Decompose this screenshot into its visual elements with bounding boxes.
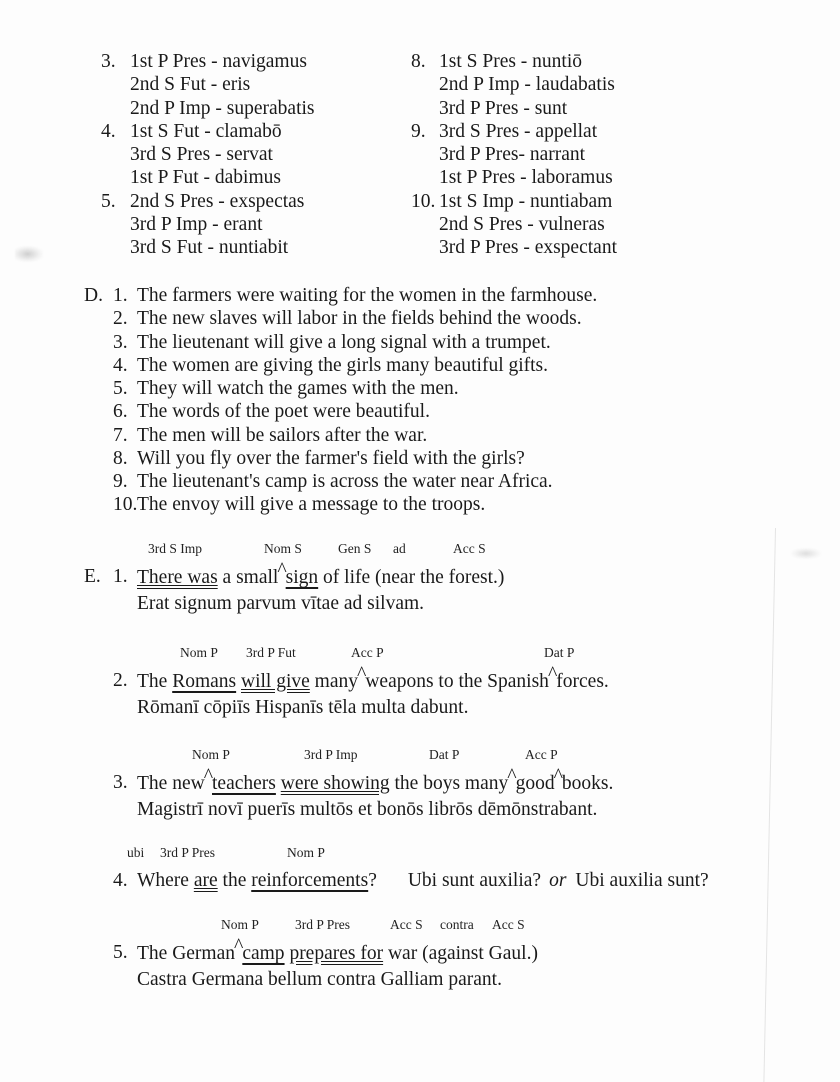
answer-line: 3rd P Imp - erant — [130, 214, 263, 236]
answer-item — [411, 50, 617, 120]
answer-line: 1st P Fut - dabimus — [130, 167, 281, 189]
section-label: D. — [84, 285, 103, 306]
item-number: 4. — [113, 354, 128, 376]
caret-mark: ^ — [203, 764, 214, 787]
answer-item — [101, 190, 315, 260]
item-number: 1. — [113, 285, 128, 306]
english-sentence — [137, 764, 614, 795]
scan-smudge-left — [15, 246, 43, 262]
item-number: 4. — [101, 120, 116, 142]
item-number: 3. — [101, 51, 116, 72]
sentence-item — [113, 470, 597, 493]
grammar-annotation: Nom P — [192, 747, 230, 762]
sentence-segment: many — [309, 671, 358, 692]
latin-answer-segment: Ubi sunt auxilia? — [407, 870, 542, 891]
sentence-segment: forces. — [556, 671, 609, 692]
translation-item — [0, 917, 840, 1017]
english-sentence — [137, 558, 505, 589]
sentence-segment: The — [137, 671, 173, 692]
latin-answer-segment: Ubi auxilia sunt? — [575, 870, 709, 891]
item-number: 3. — [113, 331, 128, 353]
sentence-segment: the — [217, 870, 252, 891]
sentence-segment: weapons to the Spanish — [365, 671, 549, 692]
item-number: 8. — [113, 447, 128, 469]
grammar-annotation: Acc S — [492, 917, 525, 932]
item-number: 7. — [113, 424, 128, 446]
sentence-item — [113, 447, 597, 470]
answer-line: 1st P Pres - navigamus — [130, 51, 307, 72]
item-number: 9. — [113, 471, 128, 492]
item-number: 1. — [113, 566, 128, 587]
answer-line: 3rd P Pres - exspectant — [439, 237, 617, 259]
english-sentence — [137, 870, 709, 892]
caret-mark: ^ — [547, 662, 558, 685]
latin-sentence: Magistrī novī puerīs multōs et bonōs librōs dēmōnstrabant. — [137, 799, 598, 820]
answer-lines — [439, 50, 615, 120]
verb-segment: are — [193, 870, 218, 891]
sentence-segment: books. — [561, 773, 614, 794]
grammar-annotation: 3rd P Pres — [295, 917, 351, 932]
sentence-item — [113, 424, 597, 447]
grammar-annotation: ad — [393, 541, 406, 556]
sentence-segment: The German — [137, 943, 235, 964]
grammar-annotation: 3rd P Pres — [160, 845, 216, 860]
grammar-annotation: Nom P — [287, 845, 325, 860]
sentence-text: The lieutenant will give a long signal with a trumpet. — [137, 331, 551, 353]
answer-item — [101, 120, 315, 190]
item-number: 5. — [113, 942, 128, 963]
item-number: 10. — [113, 494, 138, 516]
sentence-item — [113, 331, 597, 354]
answer-lines — [439, 120, 613, 190]
subject-segment: teachers — [212, 773, 276, 794]
caret-mark: ^ — [553, 764, 563, 787]
grammar-annotation: 3rd S Imp — [148, 541, 202, 556]
answer-line: 1st P Pres - laboramus — [439, 167, 613, 189]
verb-segment: will give — [241, 671, 310, 692]
caret-mark: ^ — [507, 764, 517, 787]
sentence-text: The women are giving the girls many beautiful gifts. — [137, 354, 549, 376]
subject-segment: Romans — [172, 671, 237, 692]
answer-line: 1st S Imp - nuntiabam — [439, 190, 613, 212]
answer-item — [411, 190, 617, 260]
answer-item — [411, 120, 617, 190]
verb-segment: were showing — [280, 773, 390, 794]
sentence-segment: the boys many — [389, 773, 509, 794]
item-number: 2. — [113, 670, 128, 691]
answer-line: 2nd P Imp - laudabatis — [439, 74, 615, 96]
grammar-annotation: Gen S — [338, 541, 372, 556]
sentence-text: The words of the poet were beautiful. — [137, 401, 430, 423]
answer-line: 3rd P Pres - sunt — [439, 97, 568, 119]
section-label: E. — [84, 566, 101, 587]
item-number: 2. — [113, 308, 128, 330]
answer-line: 1st S Pres - nuntiō — [439, 51, 583, 72]
grammar-annotation: Nom P — [180, 645, 218, 660]
sentence-item — [113, 377, 597, 400]
answer-lines — [130, 120, 282, 190]
answer-item — [101, 50, 315, 120]
answer-line: 2nd P Imp - superabatis — [130, 97, 315, 119]
answer-list-left — [101, 50, 315, 260]
grammar-annotation: ubi — [127, 845, 145, 860]
answer-line: 2nd S Pres - vulneras — [439, 214, 605, 236]
grammar-annotation: Acc S — [453, 541, 486, 556]
caret-mark: ^ — [357, 662, 367, 685]
latin-sentence: Rōmanī cōpiīs Hispanīs tēla multa dabunt. — [137, 697, 469, 718]
grammar-annotation: 3rd P Imp — [304, 747, 358, 762]
sentence-text: Will you fly over the farmer's field with the girls? — [137, 447, 525, 469]
sentence-segment: ? — [368, 870, 377, 891]
translation-item — [0, 845, 840, 905]
english-sentence — [137, 662, 609, 693]
sentence-item — [113, 307, 597, 330]
answer-lines — [439, 190, 617, 260]
or-connector: or — [549, 870, 567, 891]
caret-mark: ^ — [234, 934, 244, 957]
grammar-annotation: Nom S — [264, 541, 302, 556]
answer-lines — [130, 50, 315, 120]
grammar-annotation: Acc P — [525, 747, 558, 762]
translation-item — [0, 541, 840, 641]
subject-segment: sign — [285, 567, 319, 588]
translation-item — [0, 645, 840, 745]
grammar-annotation: Dat P — [544, 645, 575, 660]
sentence-text: The lieutenant's camp is across the water near Africa. — [137, 471, 553, 492]
grammar-annotation: Nom P — [221, 917, 259, 932]
answer-list-right — [411, 50, 617, 260]
sentence-segment: of life (near the forest.) — [318, 567, 505, 588]
translation-item — [0, 747, 840, 847]
sentence-item — [113, 493, 597, 516]
item-number: 6. — [113, 401, 128, 423]
item-number: 9. — [411, 120, 426, 142]
sentence-text: The new slaves will labor in the fields behind the woods. — [137, 308, 582, 330]
answer-line: 2nd S Pres - exspectas — [130, 190, 305, 212]
sentence-segment: a small — [217, 567, 279, 588]
answer-line: 1st S Fut - clamabō — [130, 120, 282, 142]
sentence-item — [113, 284, 597, 307]
sentence-list — [113, 284, 597, 517]
answer-lines — [130, 190, 304, 260]
item-number: 3. — [113, 772, 128, 793]
sentence-text: The envoy will give a message to the troops. — [137, 494, 486, 516]
latin-sentence: Erat signum parvum vītae ad silvam. — [137, 593, 425, 614]
answer-line: 3rd S Fut - nuntiabit — [130, 237, 289, 259]
grammar-annotation: Acc P — [351, 645, 384, 660]
sentence-segment: The new — [137, 773, 205, 794]
sentence-segment: war (against Gaul.) — [383, 943, 538, 964]
grammar-annotation: Acc S — [390, 917, 423, 932]
sentence-text: They will watch the games with the men. — [137, 378, 459, 399]
verb-segment: There was — [137, 567, 218, 588]
latin-sentence: Castra Germana bellum contra Galliam parant. — [137, 969, 502, 990]
item-number: 10. — [411, 190, 436, 212]
english-sentence — [137, 934, 538, 965]
caret-mark: ^ — [277, 558, 287, 581]
subject-segment: camp — [242, 943, 285, 964]
item-number: 5. — [113, 378, 128, 399]
grammar-annotation: contra — [440, 917, 474, 932]
item-number: 5. — [101, 190, 116, 212]
sentence-segment: good — [515, 773, 555, 794]
item-number: 4. — [113, 870, 128, 891]
grammar-annotation: Dat P — [429, 747, 460, 762]
sentence-text: The farmers were waiting for the women in the farmhouse. — [137, 285, 598, 306]
verb-segment: prepares for — [289, 943, 384, 964]
answer-line: 3rd S Pres - servat — [130, 144, 273, 166]
item-number: 8. — [411, 51, 426, 72]
grammar-annotation: 3rd P Fut — [246, 645, 296, 660]
sentence-segment: Where — [137, 870, 194, 891]
sentence-item — [113, 354, 597, 377]
sentence-item — [113, 400, 597, 423]
subject-segment: reinforcements — [251, 870, 369, 891]
section-d — [84, 284, 597, 517]
answer-line: 2nd S Fut - eris — [130, 74, 251, 96]
sentence-text: The men will be sailors after the war. — [137, 424, 428, 446]
answer-line: 3rd P Pres- narrant — [439, 144, 586, 166]
answer-line: 3rd S Pres - appellat — [439, 120, 598, 142]
